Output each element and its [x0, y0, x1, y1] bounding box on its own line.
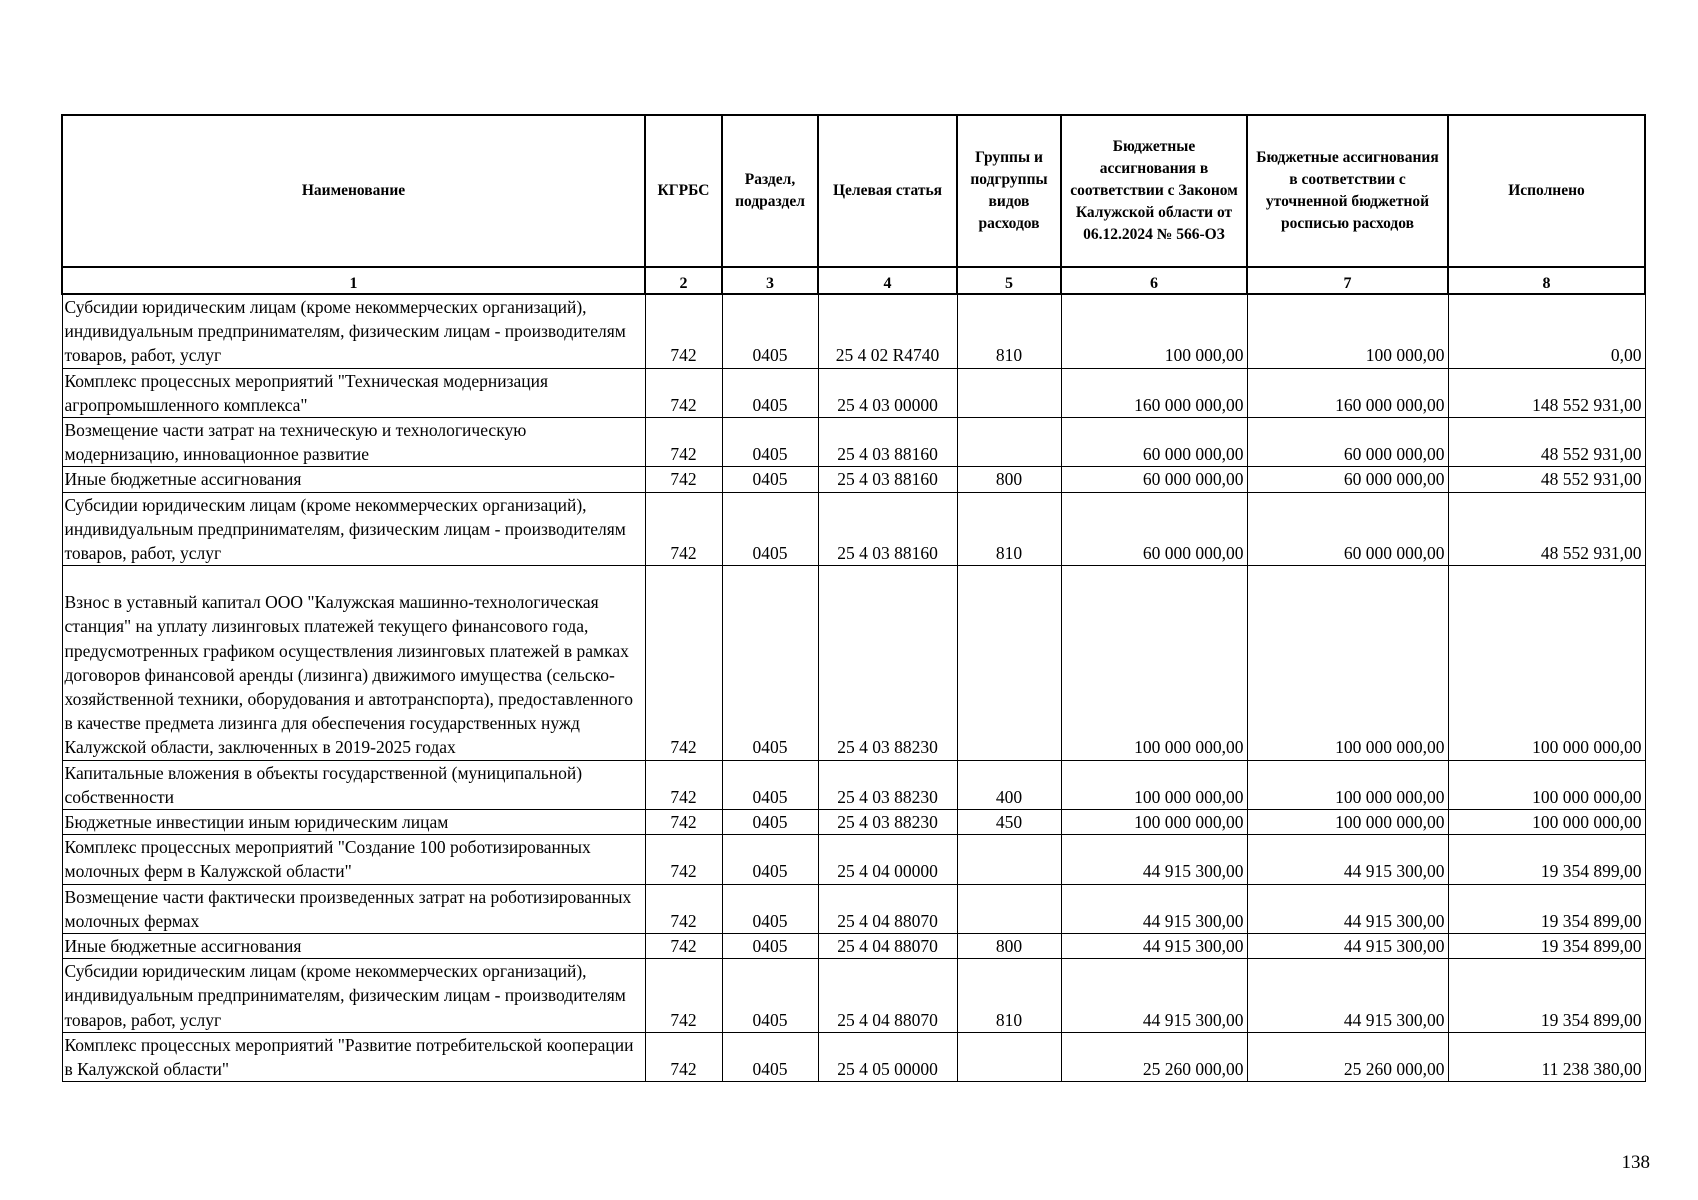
cell-name: Бюджетные инвестиции иным юридическим лицам [62, 810, 645, 835]
cell-section: 0405 [722, 467, 818, 492]
cell-target: 25 4 04 88070 [818, 934, 957, 959]
cell-section: 0405 [722, 294, 818, 368]
cell-law: 25 260 000,00 [1061, 1032, 1247, 1081]
cell-target: 25 4 03 88230 [818, 760, 957, 809]
table-row [62, 492, 1645, 566]
cell-section: 0405 [722, 884, 818, 933]
cell-refined: 100 000 000,00 [1247, 760, 1448, 809]
page-number: 138 [1621, 1152, 1650, 1173]
table-row [62, 467, 1645, 492]
cell-name: Возмещение части фактически произведенных затрат на роботизированных молочных фермах [62, 884, 645, 933]
cell-section: 0405 [722, 368, 818, 417]
cell-target: 25 4 03 88230 [818, 810, 957, 835]
cell-group: 450 [957, 810, 1061, 835]
cell-group [957, 566, 1061, 760]
cell-law: 100 000 000,00 [1061, 760, 1247, 809]
cell-target: 25 4 04 88070 [818, 884, 957, 933]
cell-group: 810 [957, 492, 1061, 566]
cell-target: 25 4 04 88070 [818, 959, 957, 1033]
cell-law: 100 000 000,00 [1061, 566, 1247, 760]
header-kgrbs: КГРБС [645, 115, 722, 267]
cell-name: Возмещение части затрат на техническую и технологическую модернизацию, инновационное развитие [62, 418, 645, 467]
header-section: Раздел, подраздел [722, 115, 818, 267]
cell-executed: 48 552 931,00 [1448, 467, 1645, 492]
column-number: 4 [818, 267, 957, 294]
column-number: 8 [1448, 267, 1645, 294]
cell-group: 800 [957, 934, 1061, 959]
cell-kgrbs: 742 [645, 467, 722, 492]
cell-name: Капитальные вложения в объекты государственной (муниципальной) собственности [62, 760, 645, 809]
cell-kgrbs: 742 [645, 492, 722, 566]
cell-law: 60 000 000,00 [1061, 492, 1247, 566]
cell-group [957, 1032, 1061, 1081]
column-number-row [62, 267, 1645, 294]
table-row [62, 959, 1645, 1033]
cell-law: 60 000 000,00 [1061, 467, 1247, 492]
cell-executed: 100 000 000,00 [1448, 566, 1645, 760]
cell-executed: 100 000 000,00 [1448, 810, 1645, 835]
cell-refined: 100 000 000,00 [1247, 566, 1448, 760]
cell-refined: 60 000 000,00 [1247, 492, 1448, 566]
cell-kgrbs: 742 [645, 368, 722, 417]
cell-target: 25 4 03 00000 [818, 368, 957, 417]
cell-group [957, 835, 1061, 884]
cell-target: 25 4 03 88160 [818, 418, 957, 467]
cell-kgrbs: 742 [645, 760, 722, 809]
cell-kgrbs: 742 [645, 835, 722, 884]
cell-kgrbs: 742 [645, 884, 722, 933]
header-target: Целевая статья [818, 115, 957, 267]
cell-name: Комплекс процессных мероприятий "Развитие потребительской кооперации в Калужской области" [62, 1032, 645, 1081]
cell-law: 100 000,00 [1061, 294, 1247, 368]
cell-section: 0405 [722, 810, 818, 835]
cell-refined: 44 915 300,00 [1247, 835, 1448, 884]
cell-executed: 0,00 [1448, 294, 1645, 368]
column-number: 7 [1247, 267, 1448, 294]
cell-refined: 25 260 000,00 [1247, 1032, 1448, 1081]
cell-law: 44 915 300,00 [1061, 835, 1247, 884]
header-executed: Исполнено [1448, 115, 1645, 267]
cell-name: Взнос в уставный капитал ООО "Калужская машинно-технологическая станция" на уплату лизинговых платежей текущего финансового года, предусмотренных графиком осуществления лизинговых платежей в рамках договоров финансовой аренды (лизинга) движимого имущества (сельско-хозяйственной техники, оборудования и автотранспорта), предоставленного в качестве предмета лизинга для обеспечения государственных нужд Калужской области, заключенных в 2019-2025 годах [62, 566, 645, 760]
cell-refined: 60 000 000,00 [1247, 418, 1448, 467]
cell-kgrbs: 742 [645, 810, 722, 835]
cell-law: 100 000 000,00 [1061, 810, 1247, 835]
header-law: Бюджетные ассигнования в соответствии с Законом Калужской области от 06.12.2024 № 566-ОЗ [1061, 115, 1247, 267]
cell-kgrbs: 742 [645, 1032, 722, 1081]
cell-executed: 48 552 931,00 [1448, 418, 1645, 467]
cell-executed: 148 552 931,00 [1448, 368, 1645, 417]
table-row [62, 760, 1645, 809]
cell-section: 0405 [722, 492, 818, 566]
table-row [62, 294, 1645, 368]
cell-kgrbs: 742 [645, 959, 722, 1033]
table-row [62, 368, 1645, 417]
cell-executed: 19 354 899,00 [1448, 959, 1645, 1033]
cell-group [957, 418, 1061, 467]
cell-refined: 44 915 300,00 [1247, 959, 1448, 1033]
cell-refined: 44 915 300,00 [1247, 884, 1448, 933]
cell-executed: 48 552 931,00 [1448, 492, 1645, 566]
cell-executed: 11 238 380,00 [1448, 1032, 1645, 1081]
cell-target: 25 4 03 88160 [818, 467, 957, 492]
cell-executed: 100 000 000,00 [1448, 760, 1645, 809]
cell-name: Субсидии юридическим лицам (кроме некоммерческих организаций), индивидуальным предпринимателям, физическим лицам - производителям товаров, работ, услуг [62, 492, 645, 566]
cell-kgrbs: 742 [645, 934, 722, 959]
cell-target: 25 4 03 88230 [818, 566, 957, 760]
cell-group [957, 368, 1061, 417]
cell-section: 0405 [722, 1032, 818, 1081]
column-number: 3 [722, 267, 818, 294]
cell-name: Субсидии юридическим лицам (кроме некоммерческих организаций), индивидуальным предпринимателям, физическим лицам - производителям товаров, работ, услуг [62, 294, 645, 368]
cell-target: 25 4 05 00000 [818, 1032, 957, 1081]
cell-section: 0405 [722, 418, 818, 467]
column-number: 1 [62, 267, 645, 294]
cell-group: 800 [957, 467, 1061, 492]
cell-law: 44 915 300,00 [1061, 934, 1247, 959]
cell-section: 0405 [722, 566, 818, 760]
cell-name: Субсидии юридическим лицам (кроме некоммерческих организаций), индивидуальным предпринимателям, физическим лицам - производителям товаров, работ, услуг [62, 959, 645, 1033]
header-refined: Бюджетные ассигнования в соответствии с уточненной бюджетной росписью расходов [1247, 115, 1448, 267]
table-row [62, 810, 1645, 835]
cell-law: 44 915 300,00 [1061, 959, 1247, 1033]
table-row [62, 418, 1645, 467]
cell-target: 25 4 02 R4740 [818, 294, 957, 368]
cell-refined: 44 915 300,00 [1247, 934, 1448, 959]
cell-group: 810 [957, 959, 1061, 1033]
header-name: Наименование [62, 115, 645, 267]
cell-group: 400 [957, 760, 1061, 809]
cell-refined: 100 000 000,00 [1247, 810, 1448, 835]
header-group: Группы и подгруппы видов расходов [957, 115, 1061, 267]
budget-table [61, 114, 1646, 1082]
table-row [62, 884, 1645, 933]
cell-refined: 60 000 000,00 [1247, 467, 1448, 492]
cell-name: Иные бюджетные ассигнования [62, 467, 645, 492]
cell-law: 60 000 000,00 [1061, 418, 1247, 467]
cell-name: Комплекс процессных мероприятий "Техническая модернизация агропромышленного комплекса" [62, 368, 645, 417]
cell-executed: 19 354 899,00 [1448, 884, 1645, 933]
cell-refined: 100 000,00 [1247, 294, 1448, 368]
cell-kgrbs: 742 [645, 566, 722, 760]
cell-law: 44 915 300,00 [1061, 884, 1247, 933]
column-number: 6 [1061, 267, 1247, 294]
cell-target: 25 4 04 00000 [818, 835, 957, 884]
cell-name: Комплекс процессных мероприятий "Создание 100 роботизированных молочных ферм в Калужской области" [62, 835, 645, 884]
table-row [62, 934, 1645, 959]
cell-section: 0405 [722, 760, 818, 809]
cell-section: 0405 [722, 835, 818, 884]
cell-section: 0405 [722, 934, 818, 959]
cell-kgrbs: 742 [645, 294, 722, 368]
cell-law: 160 000 000,00 [1061, 368, 1247, 417]
column-number: 2 [645, 267, 722, 294]
cell-kgrbs: 742 [645, 418, 722, 467]
cell-section: 0405 [722, 959, 818, 1033]
cell-group [957, 884, 1061, 933]
cell-name: Иные бюджетные ассигнования [62, 934, 645, 959]
cell-target: 25 4 03 88160 [818, 492, 957, 566]
table-row [62, 566, 1645, 760]
cell-executed: 19 354 899,00 [1448, 835, 1645, 884]
header-row [62, 115, 1645, 267]
cell-refined: 160 000 000,00 [1247, 368, 1448, 417]
cell-executed: 19 354 899,00 [1448, 934, 1645, 959]
column-number: 5 [957, 267, 1061, 294]
cell-group: 810 [957, 294, 1061, 368]
table-row [62, 1032, 1645, 1081]
table-row [62, 835, 1645, 884]
